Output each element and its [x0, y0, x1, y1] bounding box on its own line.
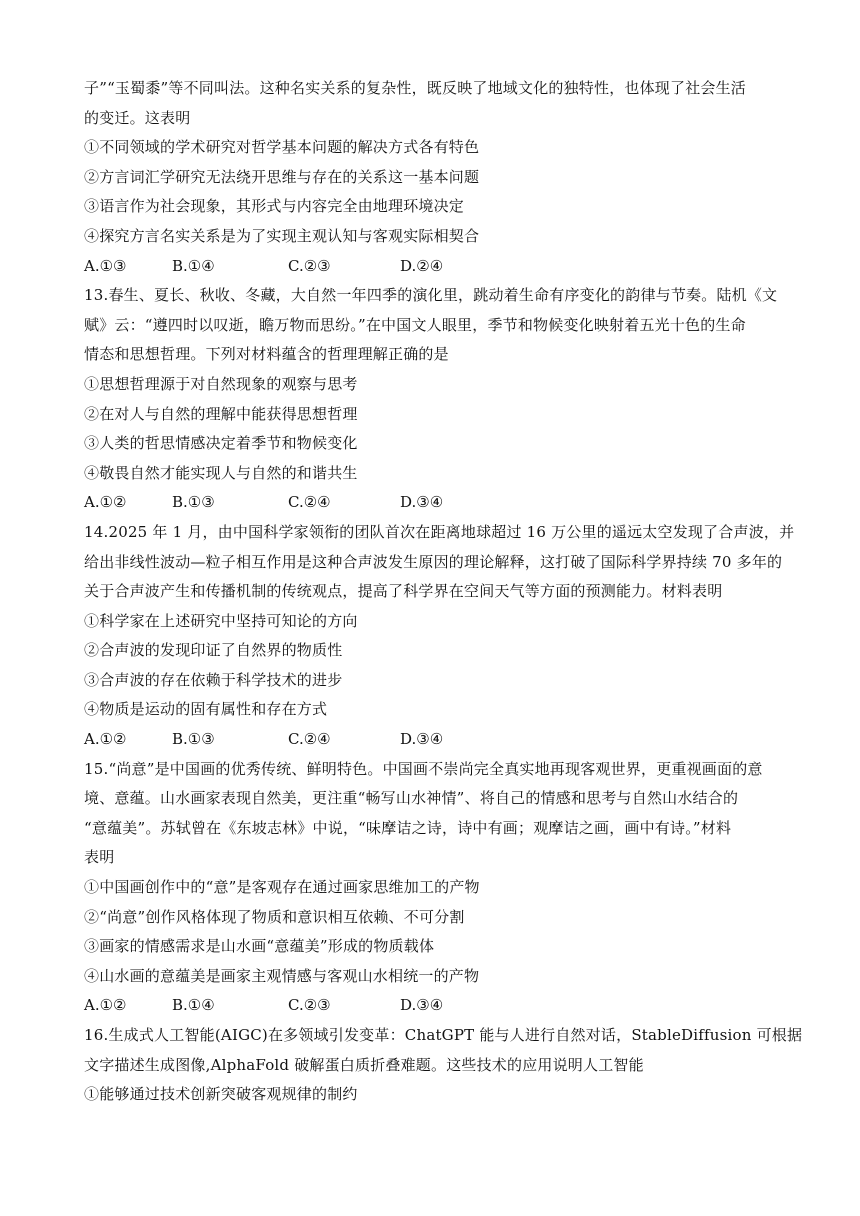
statement: ①不同领域的学术研究对哲学基本问题的解决方式各有特色	[84, 138, 480, 157]
stem-line: 给出非线性波动—粒子相互作用是这种合声波发生原因的理论解释，这打破了国际科学界持续 70 多年的	[84, 552, 783, 571]
statement: ①科学家在上述研究中坚持可知论的方向	[84, 611, 358, 630]
option-b[interactable]: B.①③	[172, 493, 215, 512]
option-a[interactable]: A.①③	[84, 256, 127, 275]
statement: ④敬畏自然才能实现人与自然的和谐共生	[84, 463, 358, 482]
option-a[interactable]: A.①②	[84, 996, 127, 1015]
option-c[interactable]: C.②③	[288, 256, 331, 275]
statement: ③语言作为社会现象，其形式与内容完全由地理环境决定	[84, 197, 465, 216]
stem-line: 14.2025 年 1 月，由中国科学家领衔的团队首次在距离地球超过 16 万公里的遥远太空发现了合声波，并	[84, 522, 795, 541]
answer-options	[84, 252, 784, 282]
stem-line: 的变迁。这表明	[84, 108, 191, 127]
option-d[interactable]: D.③④	[400, 730, 444, 749]
option-b[interactable]: B.①③	[172, 730, 215, 749]
statement: ③画家的情感需求是山水画“意蕴美”形成的物质载体	[84, 937, 435, 956]
stem-line: 15.“尚意”是中国画的优秀传统、鲜明特色。中国画不崇尚完全真实地再现客观世界，更重视画面的意	[84, 759, 763, 778]
statement: ④探究方言名实关系是为了实现主观认知与客观实际相契合	[84, 226, 480, 245]
exam-page	[84, 74, 803, 1110]
stem-line: 13.春生、夏长、秋收、冬藏，大自然一年四季的演化里，跳动着生命有序变化的韵律与节奏。陆机《文	[84, 286, 778, 305]
statement: ②“尚意”创作风格体现了物质和意识相互依赖、不可分割	[84, 907, 465, 926]
stem-line: 子”“玉蜀黍”等不同叫法。这种名实关系的复杂性，既反映了地域文化的独特性，也体现了社会生活	[84, 79, 747, 97]
stem-line: 文字描述生成图像,AlphaFold 破解蛋白质折叠难题。这些技术的应用说明人工智能	[84, 1055, 644, 1074]
question-12-continued	[84, 74, 784, 281]
statement: ①思想哲理源于对自然现象的观察与思考	[84, 374, 358, 393]
option-b[interactable]: B.①④	[172, 996, 215, 1015]
statement: ①中国画创作中的“意”是客观存在通过画家思维加工的产物	[84, 878, 480, 897]
answer-options	[84, 725, 784, 755]
answer-options	[84, 991, 784, 1021]
statement: ②方言词汇学研究无法绕开思维与存在的关系这一基本问题	[84, 167, 480, 186]
option-d[interactable]: D.②④	[400, 256, 444, 275]
statement: ④物质是运动的固有属性和存在方式	[84, 700, 328, 719]
statement: ②在对人与自然的理解中能获得思想哲理	[84, 404, 358, 423]
stem-line: 境、意蕴。山水画家表现自然美，更注重“畅写山水神情”、将自己的情感和思考与自然山水结合的	[84, 789, 739, 808]
statement: ③合声波的存在依赖于科学技术的进步	[84, 670, 343, 689]
option-c[interactable]: C.②③	[288, 996, 331, 1015]
stem-line: 表明	[84, 848, 115, 867]
option-a[interactable]: A.①②	[84, 493, 127, 512]
question-16	[84, 1021, 803, 1110]
answer-options	[84, 488, 784, 518]
statement: ③人类的哲思情感决定着季节和物候变化	[84, 434, 358, 453]
question-13	[84, 281, 784, 518]
question-14	[84, 518, 795, 755]
option-a[interactable]: A.①②	[84, 730, 127, 749]
stem-line: 16.生成式人工智能(AIGC)在多领域引发变革：ChatGPT 能与人进行自然对话，StableDiffusion 可根据	[84, 1026, 803, 1044]
stem-line: 关于合声波产生和传播机制的传统观点，提高了科学界在空间天气等方面的预测能力。材料表明	[84, 582, 723, 601]
option-c[interactable]: C.②④	[288, 730, 331, 749]
statement: ②合声波的发现印证了自然界的物质性	[84, 641, 343, 660]
statement: ④山水画的意蕴美是画家主观情感与客观山水相统一的产物	[84, 966, 480, 985]
option-d[interactable]: D.③④	[400, 493, 444, 512]
option-b[interactable]: B.①④	[172, 256, 215, 275]
question-15	[84, 755, 784, 1021]
stem-line: 赋》云：“遵四时以叹逝，瞻万物而思纷。”在中国文人眼里，季节和物候变化映射着五光十色的生命	[84, 315, 746, 334]
option-c[interactable]: C.②④	[288, 493, 331, 512]
stem-line: 情态和思想哲理。下列对材料蕴含的哲理理解正确的是	[84, 345, 449, 364]
option-d[interactable]: D.③④	[400, 996, 444, 1015]
statement: ①能够通过技术创新突破客观规律的制约	[84, 1085, 358, 1104]
stem-line: “意蕴美”。苏轼曾在《东坡志林》中说，“味摩诘之诗，诗中有画；观摩诘之画，画中有诗。”材料	[84, 818, 732, 837]
